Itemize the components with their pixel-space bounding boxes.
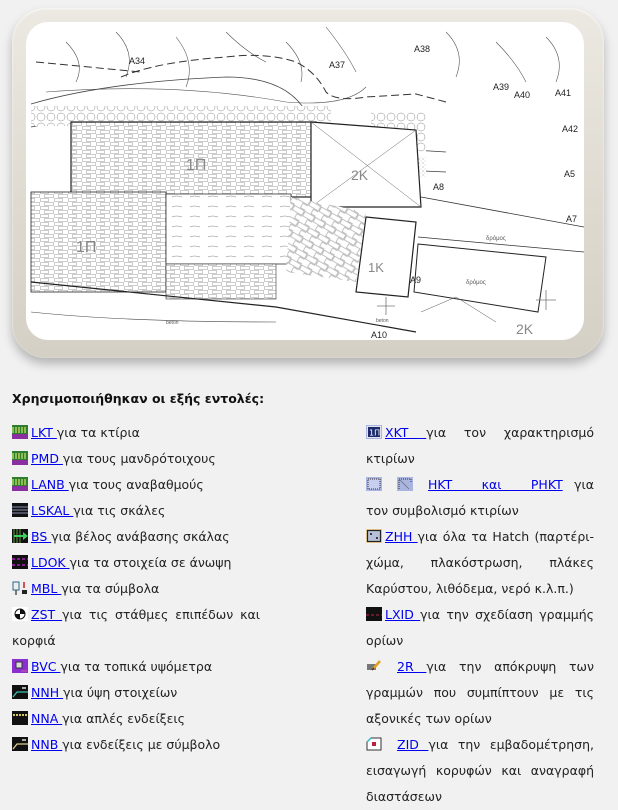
item-description: για την απόκρυψη των γραμμών που συμπίπτουν με τις αξονικές των ορίων: [366, 659, 594, 726]
plan-label: A8: [433, 182, 445, 192]
item-description: για τις σκάλες: [73, 503, 166, 518]
item-description: για τα κτίρια: [56, 425, 140, 440]
list-item: [12, 550, 260, 576]
list-item: [366, 524, 594, 602]
page-heading: Χρησιμοποιήθηκαν οι εξής εντολές:: [12, 391, 265, 406]
svg-text:1Π: 1Π: [369, 428, 381, 438]
list-item: [366, 654, 594, 732]
plan-label: A42: [562, 124, 579, 134]
list-item: [12, 654, 260, 680]
annotation-icon: [12, 711, 28, 725]
list-item: [12, 524, 260, 550]
list-item: [366, 420, 594, 472]
list-item: [366, 602, 594, 654]
list-item: [12, 706, 260, 732]
stairs-icon: [12, 503, 28, 517]
building-number: 1Π: [186, 157, 207, 174]
plan-label: A39: [493, 82, 510, 92]
overhead-line-icon: [12, 555, 28, 569]
zhh-link[interactable]: ZHH: [385, 529, 418, 544]
item-description: για την εμβαδομέτρηση, εισαγωγή κορυφών και αναγραφή διαστάσεων: [366, 737, 594, 804]
building-number: 1Π: [76, 239, 97, 256]
nna-link[interactable]: NNA: [31, 711, 63, 726]
list-item: [366, 472, 594, 524]
boundary-line-icon: [366, 607, 382, 621]
list-item: [12, 732, 260, 758]
lkt-link[interactable]: LKT: [31, 425, 57, 440]
list-item: [12, 420, 260, 446]
list-item: [12, 498, 260, 524]
site-plan-drawing: [26, 22, 584, 340]
plan-label: A9: [410, 275, 422, 285]
item-description: για τους αναβαθμούς: [68, 477, 204, 492]
lskal-link[interactable]: LSKAL: [31, 503, 74, 518]
list-item: [12, 446, 260, 472]
plan-label: A10: [371, 330, 388, 340]
building-number: 2K: [351, 167, 369, 183]
wall-icon: [12, 451, 28, 465]
road-label: δρόμος: [486, 236, 506, 242]
plan-label: A7: [566, 214, 578, 224]
item-description: για την σχεδίαση γραμμής ορίων: [366, 607, 594, 648]
command-list-left: [12, 420, 260, 758]
hatch-building-icon: [366, 477, 382, 491]
list-item: [366, 732, 594, 810]
hatch-icon: [366, 529, 382, 543]
height-label-icon: [12, 685, 28, 699]
nnh-link[interactable]: NNH: [31, 685, 64, 700]
building-icon: [12, 425, 28, 439]
zst-link[interactable]: ZST: [31, 607, 63, 622]
item-description: για τον συμβολισμό κτιρίων: [366, 477, 594, 518]
stair-arrow-icon: [12, 529, 28, 543]
building-number: 1K: [368, 260, 384, 275]
zid-link[interactable]: ZID: [397, 737, 429, 752]
pmd-link[interactable]: PMD: [31, 451, 63, 466]
plan-label: A5: [564, 169, 576, 179]
nnb-link[interactable]: NNB: [31, 737, 63, 752]
hkt-phkt-link[interactable]: HKT και PHKT: [428, 477, 563, 492]
list-item: [12, 472, 260, 498]
image-frame: [12, 8, 604, 358]
building-number: 2K: [516, 321, 534, 337]
partial-hatch-icon: [397, 477, 413, 491]
steps-icon: [12, 477, 28, 491]
area-icon: [366, 737, 382, 751]
item-description: για ενδείξεις με σύμβολο: [62, 737, 221, 752]
hide-lines-icon: [366, 659, 382, 673]
road-label: δρόμος: [466, 280, 486, 286]
plan-label: A41: [555, 88, 572, 98]
bvc-link[interactable]: BVC: [31, 659, 61, 674]
item-description: για τα σύμβολα: [61, 581, 160, 596]
2r-link[interactable]: 2R: [397, 659, 427, 674]
annotation-symbol-icon: [12, 737, 28, 751]
mbl-link[interactable]: MBL: [31, 581, 62, 596]
ldok-link[interactable]: LDOK: [31, 555, 70, 570]
item-description: για τα τοπικά υψόμετρα: [60, 659, 213, 674]
list-item: [12, 602, 260, 654]
item-description: για βέλος ανάβασης σκάλας: [51, 529, 230, 544]
beton-label: beton: [166, 320, 179, 326]
plan-label: A40: [514, 90, 531, 100]
plan-label: A37: [329, 60, 346, 70]
level-mark-icon: [12, 607, 28, 621]
lanb-link[interactable]: LANB: [31, 477, 69, 492]
item-description: για τον χαρακτηρισμό κτιρίων: [366, 425, 594, 466]
lxid-link[interactable]: LXID: [385, 607, 421, 622]
item-description: για ύψη στοιχείων: [63, 685, 178, 700]
plan-label: A38: [414, 44, 431, 54]
xkt-link[interactable]: XKT: [385, 425, 427, 440]
item-description: για όλα τα Hatch (παρτέρι-χώμα, πλακόστρωση, πλάκες Καρύστου, λιθόδεμα, νερό κ.λ.π.): [366, 529, 594, 596]
beton-label: beton: [376, 318, 389, 324]
plan-label: A34: [129, 56, 146, 66]
site-plan-image: [26, 22, 584, 340]
elevation-icon: [12, 659, 28, 673]
item-description: για τις στάθμες επιπέδων και κορφιά: [12, 607, 260, 648]
command-list-right: [366, 420, 594, 810]
list-item: [12, 576, 260, 602]
bs-link[interactable]: BS: [31, 529, 52, 544]
building-id-icon: [366, 425, 382, 439]
item-description: για απλές ενδείξεις: [62, 711, 185, 726]
item-description: για τα στοιχεία σε άνωψη: [69, 555, 232, 570]
symbols-icon: [12, 581, 28, 595]
item-description: για τους μανδρότοιχους: [62, 451, 216, 466]
list-item: [12, 680, 260, 706]
